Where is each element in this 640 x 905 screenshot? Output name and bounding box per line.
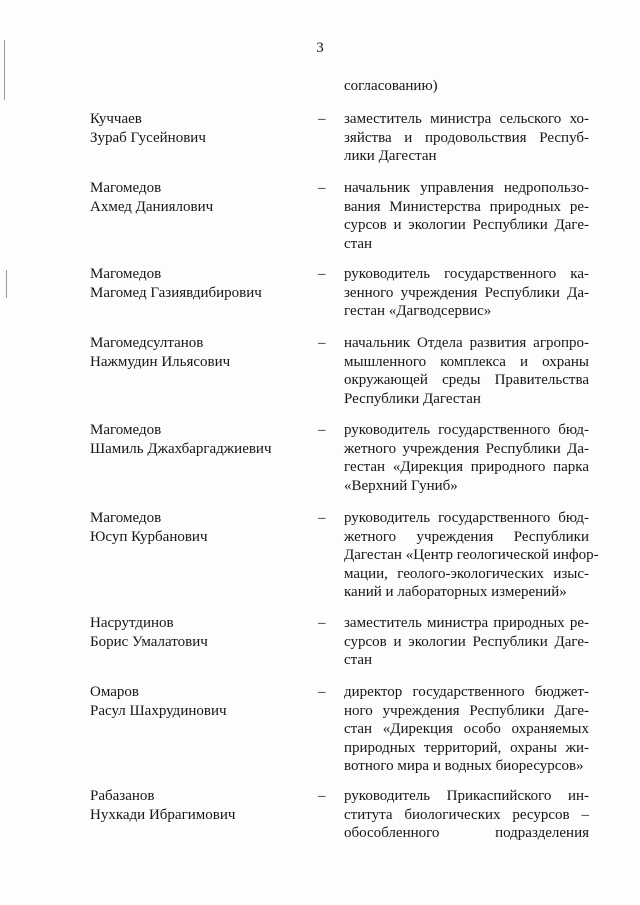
dash-separator: – — [318, 111, 326, 127]
position-line: ного учреждения Республики Даге- — [344, 702, 589, 719]
position-line: сурсов и экологии Республики Даге- — [344, 633, 589, 650]
member-name — [90, 614, 320, 651]
position-line: вотного мира и водных биоресурсов» — [344, 758, 584, 774]
member-position — [344, 421, 589, 495]
member-name — [90, 683, 320, 720]
dash-separator: – — [318, 788, 326, 804]
position-line: руководитель государственного бюд- — [344, 422, 589, 438]
member-name — [90, 334, 320, 371]
dash-separator: – — [318, 422, 326, 438]
position-line: Республики Дагестан — [344, 390, 481, 407]
position-line: Дагестан «Центр геологической инфор- — [344, 547, 599, 563]
member-surname: Омаров — [90, 684, 139, 700]
member-surname: Магомедов — [90, 180, 162, 196]
position-line: вания Министерства природных ре- — [344, 198, 589, 215]
position-line: начальник управления недропользо- — [344, 180, 589, 196]
position-line: сурсов и экологии Республики Даге- — [344, 217, 589, 233]
position-line: зяйства и продовольствия Респуб- — [344, 129, 589, 146]
dash-separator: – — [318, 615, 326, 631]
position-line: обособленного подразделения — [344, 825, 589, 841]
position-line: руководитель государственного бюд- — [344, 510, 589, 526]
position-line: гестан «Дирекция природного парка — [344, 459, 589, 475]
member-position — [344, 110, 589, 166]
continuation-text: согласованию) — [344, 78, 438, 94]
member-given-names: Магомед Газиявдибирович — [90, 284, 262, 301]
position-line: природных территорий, охраны жи- — [344, 739, 589, 756]
member-name — [90, 421, 320, 458]
position-line: заместитель министра природных ре- — [344, 615, 589, 631]
member-name — [90, 509, 320, 546]
position-line: «Верхний Гуниб» — [344, 477, 458, 494]
member-given-names: Нажмудин Ильясович — [90, 353, 231, 370]
member-given-names: Ахмед Даниялович — [90, 198, 214, 215]
member-position — [344, 614, 589, 670]
dash-separator: – — [318, 335, 326, 351]
member-name — [90, 110, 320, 147]
member-name — [90, 787, 320, 824]
dash-separator: – — [318, 180, 326, 196]
position-line: стан — [344, 235, 373, 252]
position-line: директор государственного бюджет- — [344, 684, 589, 700]
position-line: начальник Отдела развития агропро- — [344, 335, 589, 351]
member-position — [344, 265, 589, 321]
position-line: стан «Дирекция особо охраняемых — [344, 721, 589, 737]
position-line: гестан «Дагводсервис» — [344, 303, 492, 319]
member-position — [344, 787, 589, 843]
member-surname: Магомедов — [90, 510, 162, 526]
page-number: 3 — [316, 40, 324, 56]
member-given-names: Юсуп Курбанович — [90, 528, 208, 545]
member-surname: Магомедов — [90, 266, 162, 282]
member-name — [90, 179, 320, 216]
dash-separator: – — [318, 266, 326, 282]
dash-separator: – — [318, 684, 326, 700]
member-surname: Рабазанов — [90, 788, 155, 804]
member-name — [90, 265, 320, 302]
position-line: стан — [344, 652, 373, 668]
position-line: лики Дагестан — [344, 148, 437, 164]
member-given-names: Зураб Гусейнович — [90, 129, 206, 146]
member-position — [344, 509, 599, 602]
position-line: зенного учреждения Республики Да- — [344, 284, 589, 301]
position-line: руководитель Прикаспийского ин- — [344, 788, 589, 804]
position-line: мышленного комплекса и охраны — [344, 353, 589, 370]
position-line: мации, геолого-экологических изыс- — [344, 565, 589, 582]
position-line: заместитель министра сельского хо- — [344, 111, 589, 127]
member-given-names: Расул Шахрудинович — [90, 702, 227, 719]
position-line: ститута биологических ресурсов – — [344, 806, 589, 823]
member-given-names: Борис Умалатович — [90, 633, 208, 650]
member-position — [344, 179, 589, 253]
position-line: руководитель государственного ка- — [344, 266, 589, 282]
member-position — [344, 683, 589, 776]
dash-separator: – — [318, 510, 326, 526]
scan-edge-mark-left-lower — [6, 270, 7, 298]
position-line: жетного учреждения Республики — [344, 528, 589, 545]
member-given-names: Нухкади Ибрагимович — [90, 806, 236, 823]
position-line: окружающей среды Правительства — [344, 372, 589, 388]
member-surname: Куччаев — [90, 111, 142, 127]
member-surname: Магомедов — [90, 422, 162, 438]
member-surname: Магомедсултанов — [90, 335, 204, 351]
member-surname: Насрутдинов — [90, 615, 174, 631]
position-line: жетного учреждения Республики Да- — [344, 440, 589, 457]
member-given-names: Шамиль Джахбаргаджиевич — [90, 440, 272, 457]
position-line: каний и лабораторных измерений» — [344, 584, 567, 600]
member-position — [344, 334, 589, 408]
